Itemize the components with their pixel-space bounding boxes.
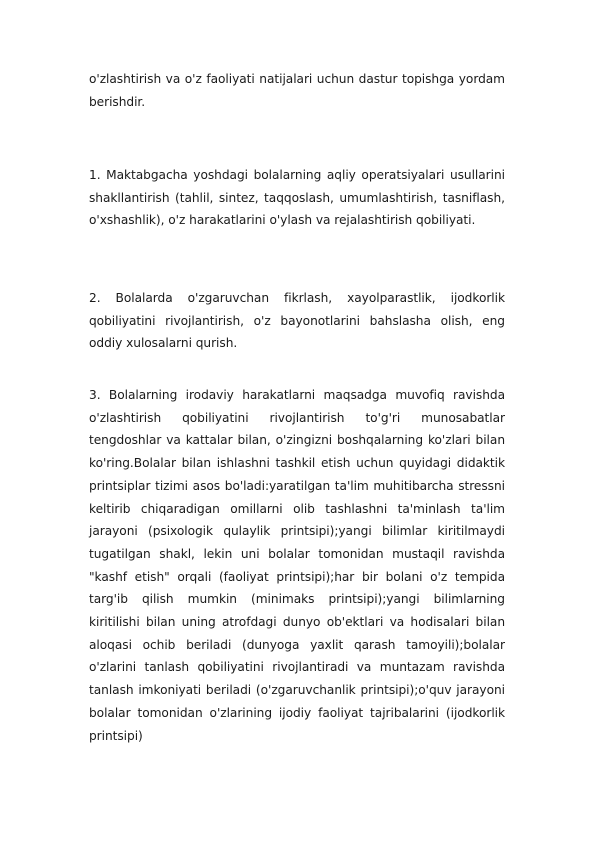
paragraph-item-2: 2. Bolalarda o'zgaruvchan fikrlash, xayolparastlik, ijodkorlik qobiliyatini rivojlantirish, o'z bayonotlarini bahslasha olish, eng oddiy xulosalarni qurish. xyxy=(89,291,505,351)
paragraph-item-1: 1. Maktabgacha yoshdagi bolalarning aqliy operatsiyalari usullarini shakllantirish (tahlil, sintez, taqqoslash, umumlashtirish, tasniflash, o'xshashlik), o'z harakatlarini o'ylash va rejalashtirish qobiliyati. xyxy=(89,168,505,228)
paragraph-intro-continuation: o'zlashtirish va o'z faoliyati natijalari uchun dastur topishga yordam berishdir. xyxy=(89,72,505,109)
paragraph-item-3: 3. Bolalarning irodaviy harakatlarni maqsadga muvofiq ravishda o'zlashtirish qobiliyatini rivojlantirish to'g'ri munosabatlar tengdoshlar va kattalar bilan, o'zingizni boshqalarning ko'zlari bilan ko'ring.Bolalar bilan ishlashni tashkil etish uchun quyidagi didaktik printsiplar tizimi asos bo'ladi:yaratilgan ta'lim muhitibarcha stressni keltirib chiqaradigan omillarni olib tashlashni ta'minlash ta'lim jarayoni (psixologik qulaylik printsipi);yangi bilimlar kiritilmaydi tugatilgan shakl, lekin uni bolalar tomonidan mustaqil ravishda "kashf etish" orqali (faoliyat printsipi);har bir bolani o'z tempida targ'ib qilish mumkin (minimaks printsipi);yangi bilimlarning kiritilishi bilan uning atrofdagi dunyo ob'ektlari va hodisalari bilan aloqasi ochib beriladi (dunyoga yaxlit qarash tamoyili);bolalar o'zlarini tanlash qobiliyatini rivojlantiradi va muntazam ravishda tanlash imkoniyati beriladi (o'zgaruvchanlik printsipi);o'quv jarayoni bolalar tomonidan o'zlarining ijodiy faoliyat tajribalarini (ijodkorlik printsipi) xyxy=(89,388,505,743)
